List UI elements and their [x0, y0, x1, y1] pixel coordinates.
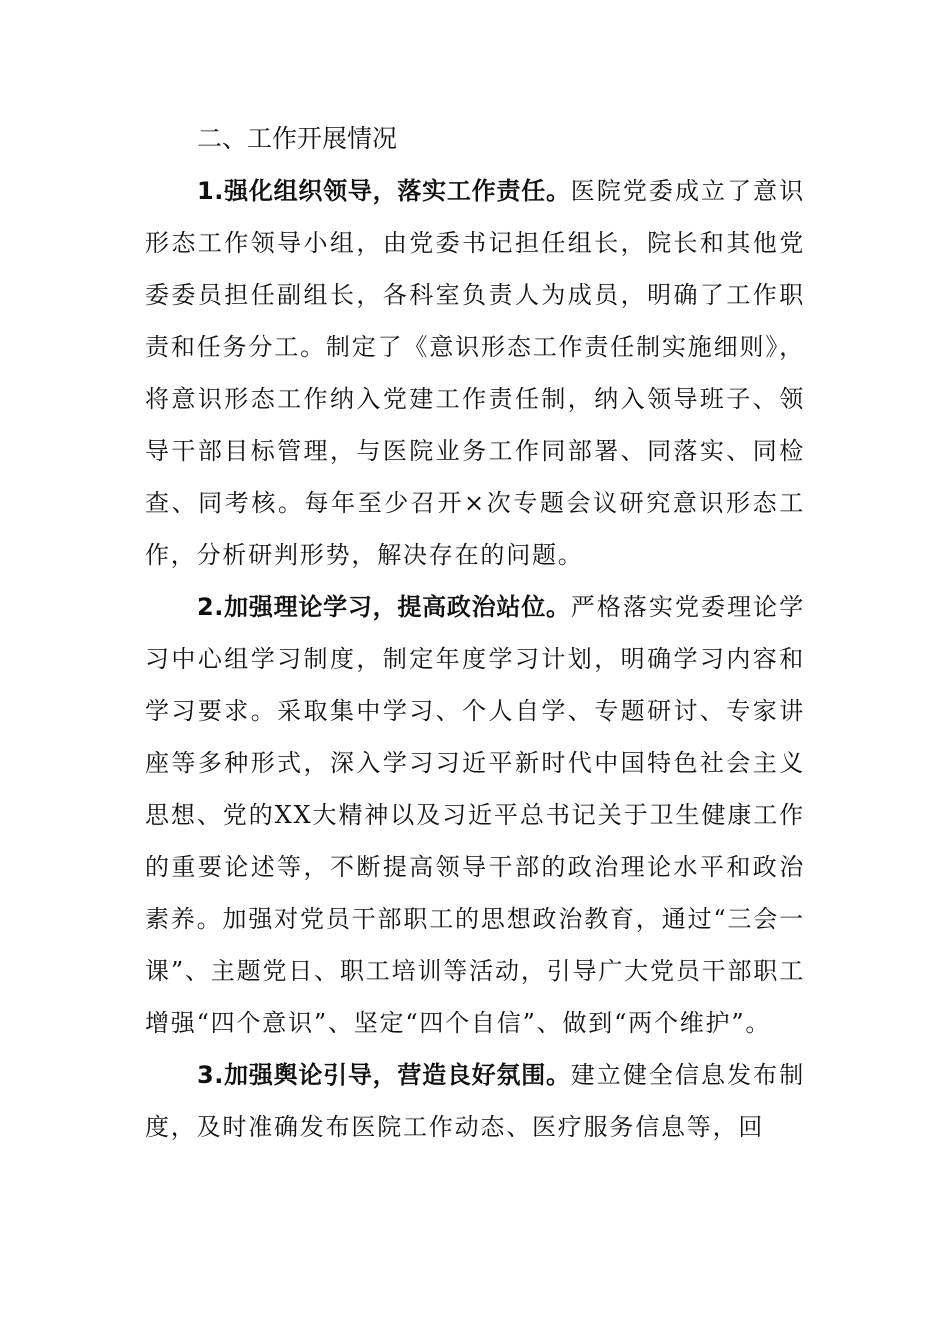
paragraph-lead: 3.加强舆论引导，营造良好氛围。	[197, 1061, 571, 1089]
paragraph-2	[145, 581, 805, 1049]
paragraph-1	[145, 165, 805, 581]
paragraph-lead: 2.加强理论学习，提高政治站位。	[197, 593, 571, 621]
section-heading: 二、工作开展情况	[197, 124, 398, 153]
paragraph-body: 严格落实党委理论学习中心组学习制度，制定年度学习计划，明确学习内容和学习要求。采取集中学习、个人自学、专题研讨、专家讲座等多种形式，深入学习习近平新时代中国特色社会主义思想、党的XX大精神以及习近平总书记关于卫生健康工作的重要论述等，不断提高领导干部的政治理论水平和政治素养。加强对党员干部职工的思想政治教育，通过“三会一课”、主题党日、职工培训等活动，引导广大党员干部职工增强“四个意识”、坚定“四个自信”、做到“两个维护”。	[145, 593, 805, 1037]
paragraph-body: 医院党委成立了意识形态工作领导小组，由党委书记担任组长，院长和其他党委委员担任副组长，各科室负责人为成员，明确了工作职责和任务分工。制定了《意识形态工作责任制实施细则》，将意识形态工作纳入党建工作责任制，纳入领导班子、领导干部目标管理，与医院业务工作同部署、同落实、同检查、同考核。每年至少召开×次专题会议研究意识形态工作，分析研判形势，解决存在的问题。	[145, 177, 805, 569]
paragraph-3	[145, 1049, 805, 1153]
paragraph-lead: 1.强化组织领导，落实工作责任。	[197, 177, 571, 205]
paragraph-body: 建立健全信息发布制度，及时准确发布医院工作动态、医疗服务信息等，回	[145, 1061, 805, 1141]
document-page	[145, 113, 805, 1153]
